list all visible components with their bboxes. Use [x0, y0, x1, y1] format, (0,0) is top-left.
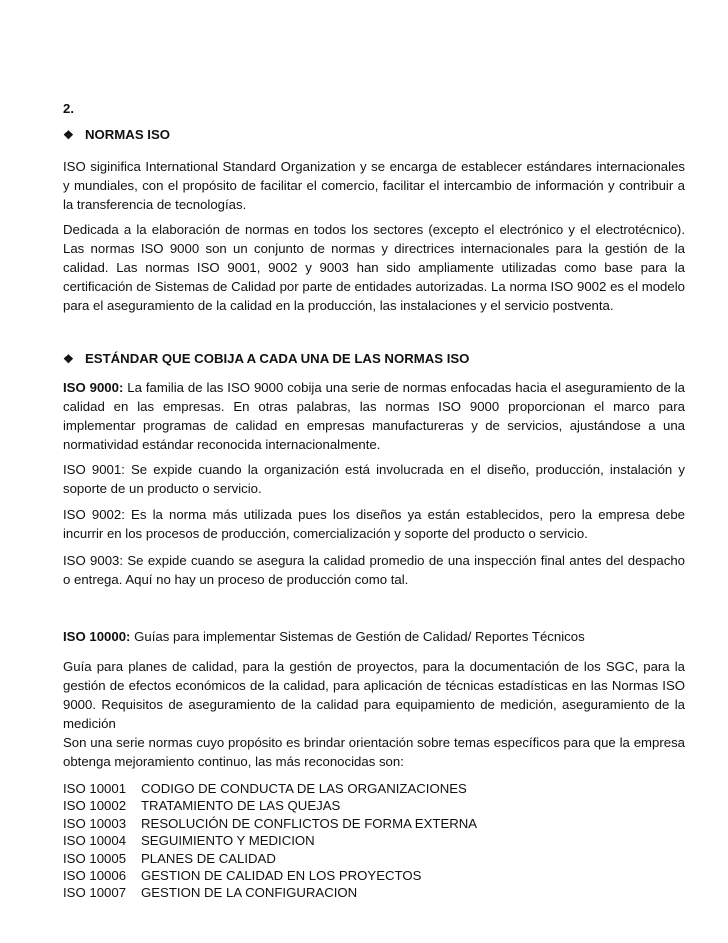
section-title-text: ESTÁNDAR QUE COBIJA A CADA UNA DE LAS NORMAS ISO: [85, 351, 470, 366]
diamond-bullet-icon: ❖: [63, 352, 74, 366]
section-title-normas-iso: [63, 125, 170, 145]
list-item: ISO 10002 TRATAMIENTO DE LAS QUEJAS: [63, 798, 341, 814]
paragraph-guia-planes: Guía para planes de calidad, para la gestión de proyectos, para la documentación de los SGC, para la gestión de efectos económicos de la calidad, para aplicación de técnicas estadísticas en las Normas ISO 9000. Requisitos de aseguramiento de la calidad para equipamiento de medición, aseguramiento de la medición Son una serie normas cuyo propósito es brindar orientación sobre temas específicos para que la empresa obtenga mejoramiento continuo, las más reconocidas son:: [63, 659, 685, 769]
list-item: ISO 10003 RESOLUCIÓN DE CONFLICTOS DE FORMA EXTERNA: [63, 815, 478, 831]
paragraph-iso-9000-overview: Dedicada a la elaboración de normas en todos los sectores (excepto el electrónico y el electrotécnico). Las normas ISO 9000 son un conjunto de normas y directrices internacionales para la gestión de la calidad. Las normas ISO 9001, 9002 y 9003 han sido ampliamente utilizadas como base para la certificación de Sistemas de Calidad por parte de entidades autorizadas. La norma ISO 9002 es el modelo para el aseguramiento de la calidad en la producción, las instalaciones y el servicio postventa.: [63, 222, 685, 313]
paragraph-iso-9002: ISO 9002: Es la norma más utilizada pues los diseños ya están establecidos, pero la empresa debe incurrir en los procesos de producción, comercialización y soporte del producto o servicio.: [63, 507, 685, 541]
section-title-estandar: [63, 349, 469, 369]
list-item: ISO 10004 SEGUIMIENTO Y MEDICION: [63, 833, 315, 849]
list-item: ISO 10001 CODIGO DE CONDUCTA DE LAS ORGANIZACIONES: [63, 781, 467, 796]
paragraph-iso-10000: ISO 10000: Guías para implementar Sistemas de Gestión de Calidad/ Reportes Técnicos: [63, 629, 585, 644]
iso-10000-list: [63, 780, 685, 902]
list-item: ISO 10005 PLANES DE CALIDAD: [63, 850, 276, 866]
paragraph-iso-9000: ISO 9000: La familia de las ISO 9000 cobija una serie de normas enfocadas hacia el aseguramiento de la calidad en las empresas. En otras palabras, las normas ISO 9000 proporcionan el marco para implementar programas de calidad en empresas manufactureras y de servicios, ajustándose a una normatividad estándar reconocida internacionalmente.: [63, 380, 685, 452]
iso-9000-label: ISO 9000:: [63, 380, 124, 395]
paragraph-iso-definition: ISO siginifica International Standard Organization y se encarga de establecer estándares internacionales y mundiales, con el propósito de facilitar el comercio, facilitar el intercambio de información y contribuir a la transferencia de tecnologías.: [63, 159, 685, 212]
list-item: ISO 10006 GESTION DE CALIDAD EN LOS PROYECTOS: [63, 867, 422, 883]
section-title-text: NORMAS ISO: [85, 127, 170, 142]
heading-number: 2.: [63, 101, 74, 116]
paragraph-iso-9003: ISO 9003: Se expide cuando se asegura la calidad promedio de una inspección final antes del despacho o entrega. Aquí no hay un proceso de producción como tal.: [63, 553, 685, 587]
paragraph-iso-9001: ISO 9001: Se expide cuando la organización está involucrada en el diseño, producción, instalación y soporte de un producto o servicio.: [63, 462, 685, 496]
list-item: ISO 10007 GESTION DE LA CONFIGURACION: [63, 885, 358, 901]
diamond-bullet-icon: ❖: [63, 128, 74, 142]
iso-10000-label: ISO 10000:: [63, 629, 131, 644]
